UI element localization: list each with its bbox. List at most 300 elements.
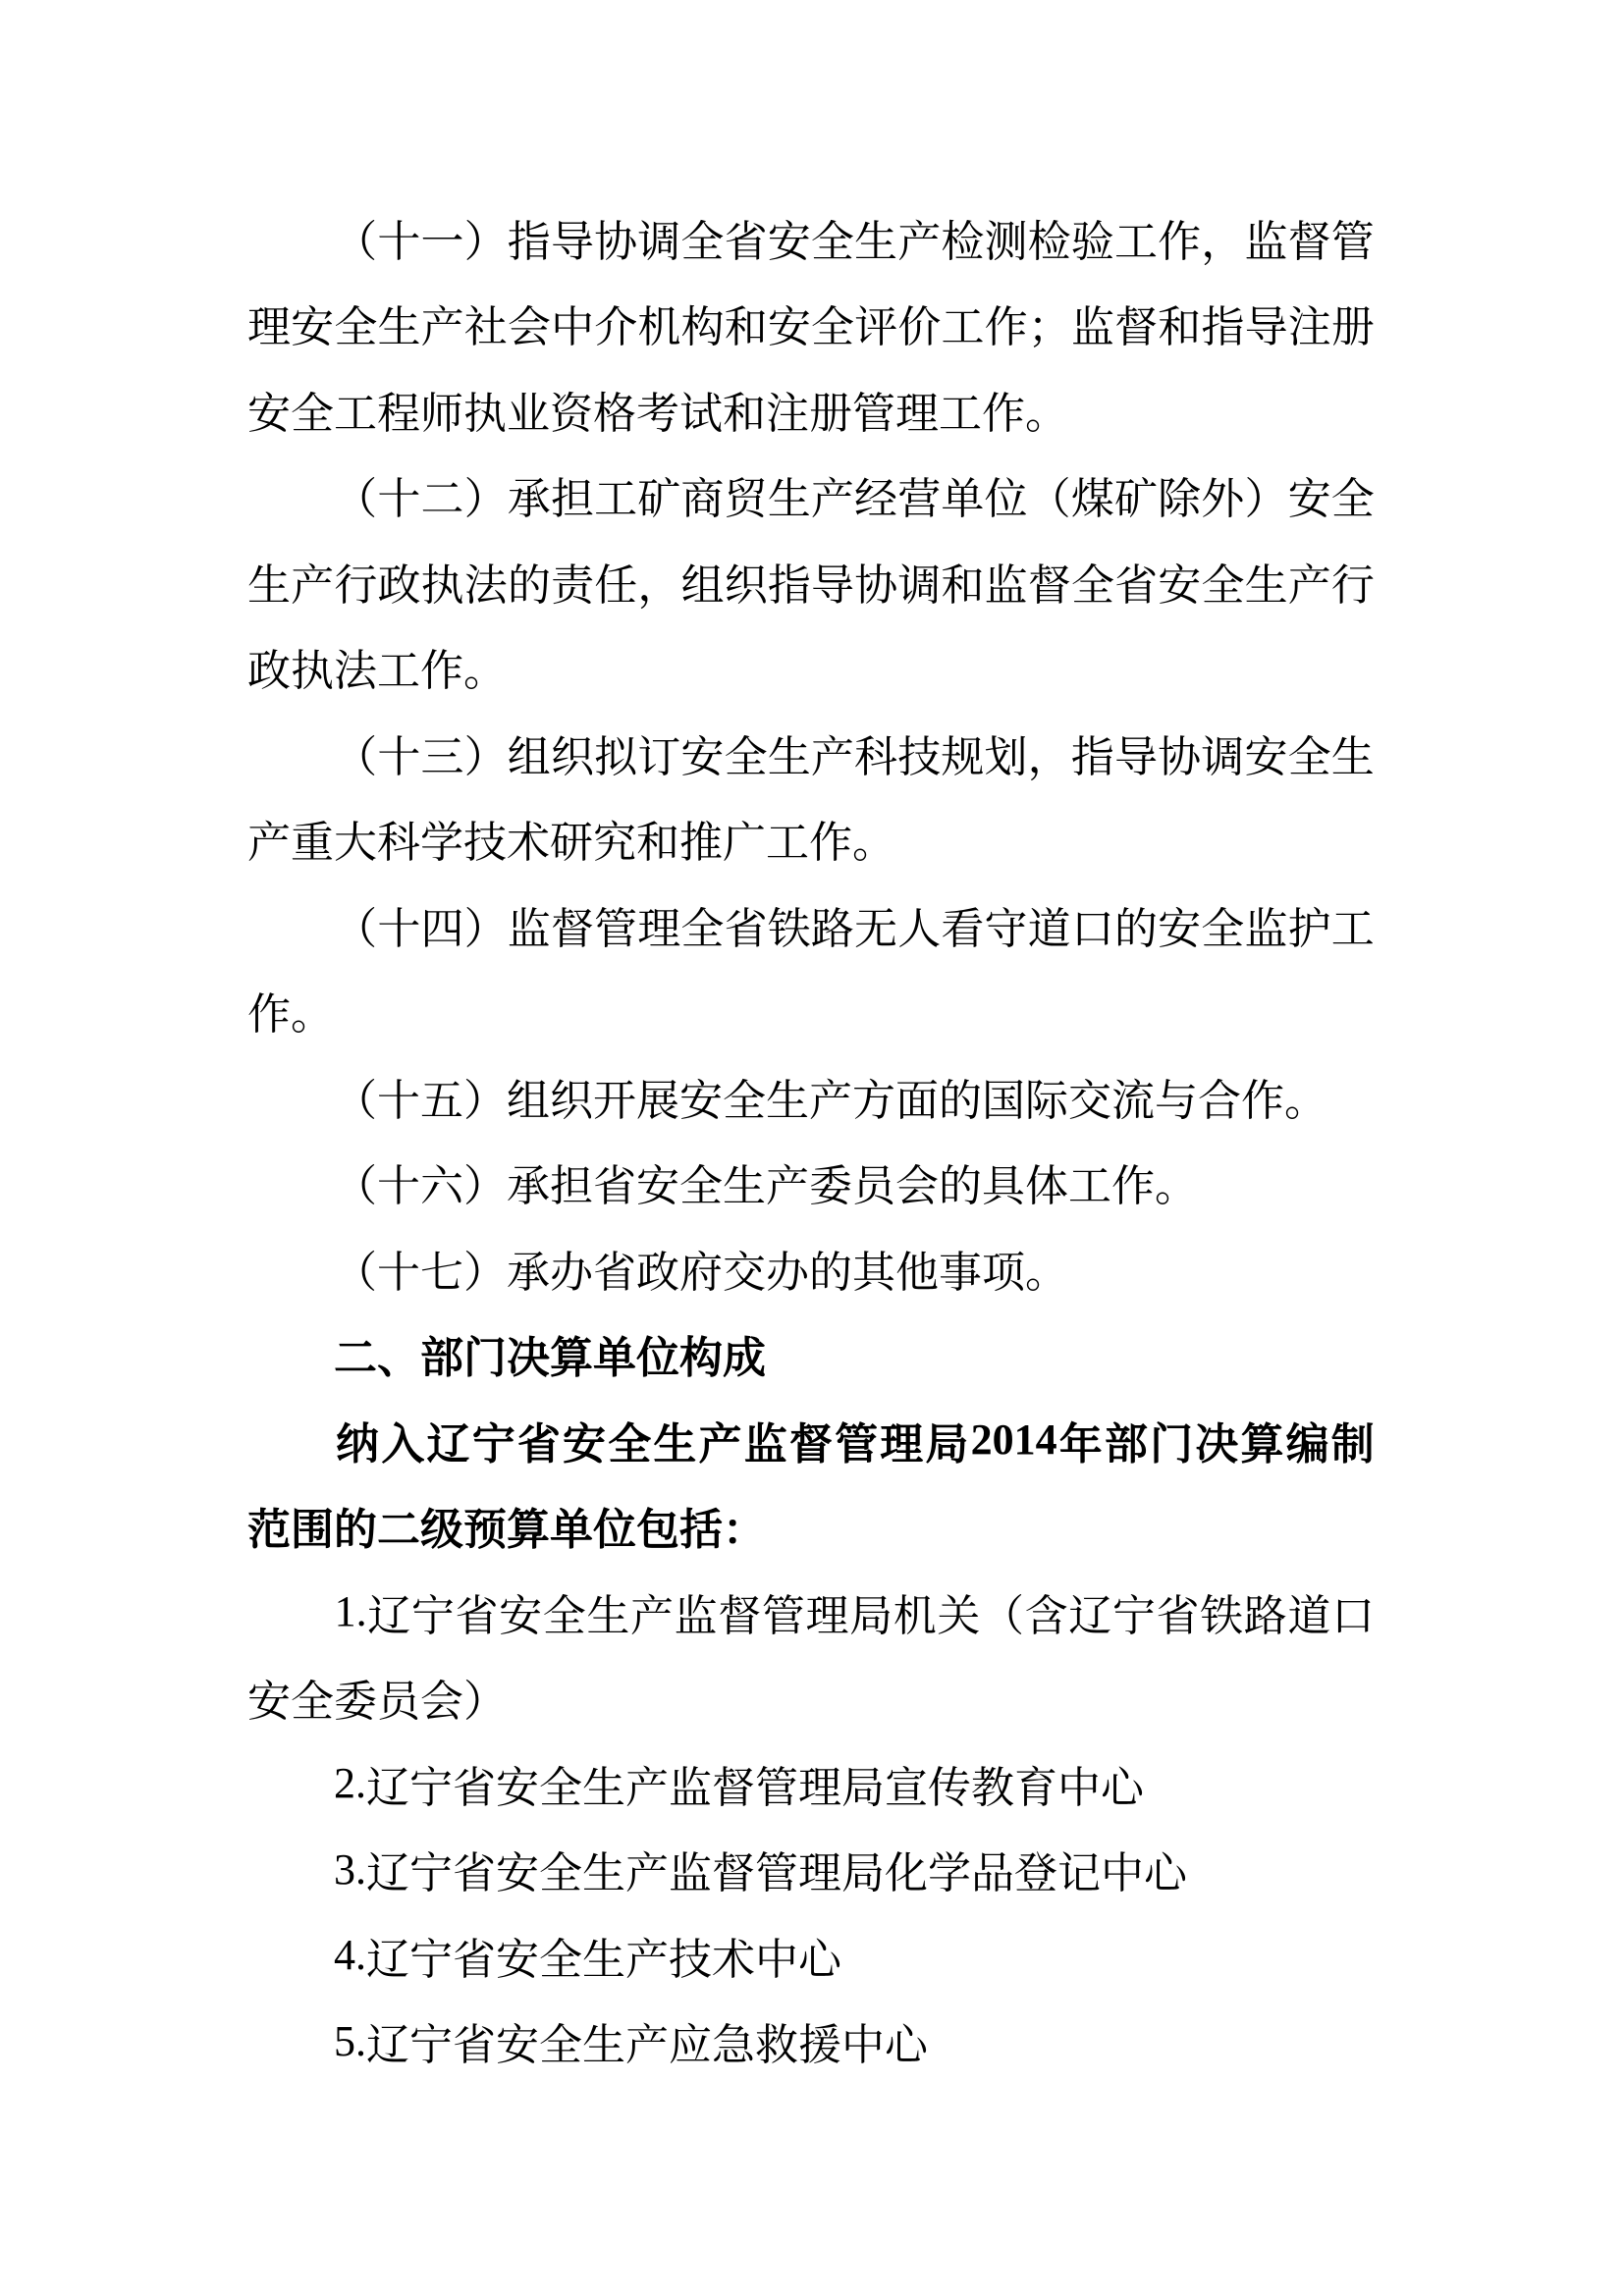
text-token: 二	[420, 475, 464, 524]
text-token: 责	[551, 561, 595, 610]
text-token: 作	[247, 990, 291, 1040]
text-token: 产	[291, 561, 335, 610]
text-token: 和	[1158, 303, 1202, 352]
text-token: 路	[810, 904, 854, 953]
text-token: 看	[941, 904, 985, 953]
text-token: 督	[712, 1849, 755, 1898]
text-token: 一	[420, 217, 464, 266]
text-token: 监	[1070, 303, 1114, 352]
text-token: 会	[895, 1162, 939, 1211]
text-token: 省	[453, 1849, 496, 1898]
text-token: 织	[724, 561, 768, 610]
text-token: 纳	[336, 1419, 380, 1468]
text-token: 生	[377, 303, 421, 352]
text-token: 协	[854, 561, 898, 610]
text-token: 十	[377, 475, 421, 524]
text-token: 无	[854, 904, 898, 953]
list-item	[247, 1655, 1375, 1741]
text-token: 员	[377, 1678, 420, 1727]
text-token: 机	[893, 1591, 937, 1640]
text-token: 大	[334, 819, 377, 868]
text-token: 口	[1331, 1591, 1375, 1640]
text-token: 辽	[1068, 1591, 1112, 1640]
text-token: 格	[593, 389, 636, 438]
text-token: 人	[897, 904, 942, 953]
text-token: 办	[766, 1248, 809, 1297]
text-token: （	[1027, 475, 1071, 524]
text-token: 事	[939, 1248, 982, 1297]
text-token: 产	[625, 1763, 669, 1812]
text-token: 位	[984, 475, 1028, 524]
text-token: ）	[463, 1076, 507, 1125]
text-token: 守	[984, 904, 1028, 953]
text-token: 全	[724, 732, 768, 781]
text-token: 作	[420, 647, 463, 696]
text-token: 二	[377, 1506, 420, 1555]
text-token: 工	[334, 389, 377, 438]
text-token: 工	[1330, 904, 1375, 953]
text-token: 心	[1101, 1763, 1144, 1812]
text-token: 全	[810, 217, 854, 266]
text-token: 十	[377, 1076, 420, 1125]
text-token: 工	[1068, 1162, 1111, 1211]
text-token: 导	[550, 217, 594, 266]
text-token: 作	[1158, 217, 1202, 266]
text-token: 理	[798, 1763, 841, 1812]
text-token: 安	[680, 732, 725, 781]
text-token: 学	[928, 1849, 971, 1898]
text-token: 法	[463, 561, 508, 610]
text-line	[247, 281, 1375, 367]
text-token: 管	[852, 389, 895, 438]
text-token: 全	[291, 1678, 334, 1727]
text-token: 安	[496, 1763, 539, 1812]
text-token: 产	[1287, 561, 1331, 610]
text-token: 生	[1244, 561, 1288, 610]
text-token: 安	[563, 1419, 607, 1468]
text-token: 重	[291, 819, 334, 868]
text-token: 教	[971, 1763, 1014, 1812]
text-token: 作	[984, 303, 1028, 352]
text-token: 行	[1330, 561, 1375, 610]
text-token: 执	[291, 647, 334, 696]
text-token: ）	[463, 475, 508, 524]
text-token: ）	[463, 1248, 507, 1297]
text-token: 理	[637, 904, 681, 953]
text-token: 生	[247, 561, 291, 610]
text-token: 宁	[409, 2021, 453, 2070]
text-token: 的	[1113, 904, 1158, 953]
text-token: 会	[507, 303, 551, 352]
text-token: 指	[1070, 732, 1114, 781]
text-token: 辽	[366, 1935, 409, 1984]
text-token: 2.	[334, 1759, 366, 1808]
text-token: 的	[939, 1162, 982, 1211]
text-token: 外	[1201, 475, 1245, 524]
text-token: 。	[1025, 389, 1068, 438]
text-token: 记	[1057, 1849, 1101, 1898]
text-token: 全	[539, 1935, 582, 1984]
text-line	[247, 710, 1375, 796]
text-token: 督	[550, 904, 594, 953]
text-token: 年	[1058, 1419, 1103, 1468]
text-token: 2014	[970, 1415, 1057, 1465]
text-token: 省	[724, 904, 768, 953]
text-token: 导	[811, 561, 855, 610]
text-token: 育	[1014, 1763, 1057, 1812]
text-token: 工	[1113, 217, 1158, 266]
text-token: 监	[1244, 217, 1288, 266]
text-token: 产	[809, 1076, 852, 1125]
text-token: 订	[637, 732, 681, 781]
text-token: 办	[550, 1248, 593, 1297]
text-token: 测	[984, 217, 1028, 266]
text-token: 划	[984, 732, 1028, 781]
text-token: 承	[507, 1248, 550, 1297]
text-token: 生	[582, 2021, 625, 2070]
text-token: （	[334, 1248, 377, 1297]
text-token: 督	[718, 1591, 762, 1640]
text-token: 3.	[334, 1844, 366, 1894]
text-token: 政	[247, 647, 291, 696]
text-token: 十	[377, 732, 421, 781]
text-token: 府	[679, 1248, 723, 1297]
text-token: 。	[463, 647, 507, 696]
text-token: 册	[809, 389, 852, 438]
text-line	[247, 624, 1375, 711]
text-token: 的	[507, 561, 551, 610]
text-line	[247, 1053, 1375, 1140]
text-token: 。	[1025, 1248, 1068, 1297]
text-token: 全	[1201, 561, 1245, 610]
text-token: ）	[463, 1678, 507, 1727]
text-token: 位	[593, 1506, 636, 1555]
text-token: 中	[755, 1935, 798, 1984]
text-token: 救	[755, 2021, 798, 2070]
text-token: 省	[593, 1162, 636, 1211]
text-token: 组	[680, 561, 725, 610]
text-token: 拟	[594, 732, 638, 781]
text-token: 产	[810, 732, 854, 781]
text-token: 决	[1195, 1419, 1239, 1468]
text-token: 规	[941, 732, 985, 781]
text-token: 援	[798, 2021, 841, 2070]
text-token: 和	[941, 561, 985, 610]
text-token: 研	[550, 819, 593, 868]
text-token: 承	[507, 475, 551, 524]
text-token: 省	[724, 217, 768, 266]
text-token: 资	[550, 389, 593, 438]
text-token: 全	[811, 303, 855, 352]
text-token: 护	[1287, 904, 1331, 953]
text-token: （	[334, 1076, 377, 1125]
text-token: 应	[669, 2021, 712, 2070]
text-token: 学	[420, 819, 463, 868]
text-token: 辽	[367, 1591, 411, 1640]
text-token: 编	[1285, 1419, 1329, 1468]
text-token: 师	[420, 389, 463, 438]
text-token: 任	[594, 561, 638, 610]
text-token: 安	[496, 1935, 539, 1984]
text-token: 品	[971, 1849, 1014, 1898]
text-token: 委	[809, 1162, 852, 1211]
text-token: 六	[420, 1162, 463, 1211]
text-token: 组	[507, 1076, 550, 1125]
text-token: 技	[669, 1935, 712, 1984]
text-token: 承	[507, 1162, 550, 1211]
text-token: 政	[636, 1248, 679, 1297]
text-token: 宣	[885, 1763, 928, 1812]
text-token: 产	[766, 1162, 809, 1211]
text-token: 四	[420, 904, 464, 953]
text-token: 理	[798, 1849, 841, 1898]
text-token: 和	[723, 389, 766, 438]
text-line	[247, 796, 1375, 882]
text-token: 全	[1287, 732, 1331, 781]
text-token: 安	[767, 217, 811, 266]
text-token: 管	[761, 1591, 805, 1640]
text-token: 。	[291, 990, 334, 1040]
text-token: 营	[897, 475, 942, 524]
text-token: 担	[550, 1162, 593, 1211]
text-token: 产	[247, 819, 291, 868]
text-token: 督	[1114, 303, 1159, 352]
text-token: 成	[723, 1334, 766, 1383]
text-token: 生	[767, 732, 811, 781]
text-token: 生	[586, 1591, 630, 1640]
text-token: 管	[755, 1849, 798, 1898]
text-token: 宁	[409, 1849, 453, 1898]
text-token: 科	[854, 732, 898, 781]
text-token: 单	[593, 1334, 636, 1383]
text-token: （	[334, 904, 378, 953]
text-token: 作	[809, 819, 852, 868]
text-token: 辽	[426, 1419, 470, 1468]
text-token: 工	[941, 303, 985, 352]
text-token: 安	[767, 303, 811, 352]
text-token: 道	[1027, 904, 1071, 953]
list-item	[247, 1912, 1375, 1999]
text-token: 册	[1330, 303, 1375, 352]
text-token: 监	[669, 1763, 712, 1812]
text-token: 省	[1114, 561, 1159, 610]
text-token: 技	[897, 732, 942, 781]
text-token: 作	[1111, 1162, 1155, 1211]
text-token: 门	[1150, 1419, 1194, 1468]
text-token: 五	[420, 1076, 463, 1125]
text-token: 局	[849, 1591, 893, 1640]
text-token: 省	[453, 1763, 496, 1812]
text-token: 导	[1113, 732, 1158, 781]
text-token: 经	[854, 475, 898, 524]
text-token: 开	[593, 1076, 636, 1125]
text-token: （	[334, 732, 378, 781]
text-token: 产	[625, 1849, 669, 1898]
text-token: 路	[1243, 1591, 1287, 1640]
text-token: 十	[377, 1162, 420, 1211]
text-token: 全	[723, 1076, 766, 1125]
text-token: 具	[982, 1162, 1025, 1211]
text-token: 产	[625, 2021, 669, 2070]
text-token: 全	[680, 904, 725, 953]
text-token: 算	[550, 1334, 593, 1383]
text-token: 管	[835, 1419, 879, 1468]
text-token: 口	[1070, 904, 1114, 953]
text-line	[247, 1397, 1375, 1483]
text-token: 理	[805, 1591, 849, 1640]
text-token: 机	[637, 303, 681, 352]
text-token: 面	[895, 1076, 939, 1125]
text-token: 业	[507, 389, 550, 438]
text-token: 织	[550, 1076, 593, 1125]
text-token: 生	[854, 217, 898, 266]
text-token: 安	[247, 389, 291, 438]
text-token: 价	[897, 303, 942, 352]
text-token: 含	[1024, 1591, 1068, 1640]
text-token: 法	[334, 647, 377, 696]
text-token: 七	[420, 1248, 463, 1297]
text-token: 构	[679, 1334, 723, 1383]
text-token: 执	[420, 561, 464, 610]
text-token: 中	[551, 303, 595, 352]
text-token: 验	[1070, 217, 1114, 266]
text-token: 安	[499, 1591, 543, 1640]
text-token: 贸	[724, 475, 768, 524]
text-token: 决	[507, 1334, 550, 1383]
text-token: 体	[1025, 1162, 1068, 1211]
text-token: 监	[507, 904, 551, 953]
text-token: 工	[594, 475, 638, 524]
text-token: 安	[247, 1678, 291, 1727]
text-token: 介	[594, 303, 638, 352]
text-token: 督	[1027, 561, 1071, 610]
text-line	[247, 538, 1375, 624]
text-token: 局	[841, 1849, 885, 1898]
text-token: 他	[895, 1248, 939, 1297]
text-token: 交	[723, 1248, 766, 1297]
text-token: 省	[453, 1935, 496, 1984]
text-token: 辽	[366, 1763, 409, 1812]
text-token: ）	[463, 217, 508, 266]
text-token: 安	[496, 1849, 539, 1898]
text-token: 作	[1241, 1076, 1284, 1125]
text-token: 生	[582, 1935, 625, 1984]
text-token: 全	[1201, 904, 1245, 953]
text-token: 全	[1070, 561, 1114, 610]
text-line	[247, 453, 1375, 539]
text-token: 生	[1330, 732, 1375, 781]
text-line	[247, 366, 1375, 453]
text-token: ）	[463, 904, 508, 953]
text-token: 考	[636, 389, 679, 438]
text-token: （	[334, 475, 378, 524]
text-token: 的	[939, 1076, 982, 1125]
text-token: 全	[291, 389, 334, 438]
text-token: 生	[766, 1076, 809, 1125]
text-token: 辽	[366, 2021, 409, 2070]
text-token: 际	[1025, 1076, 1068, 1125]
text-token: 和	[636, 819, 679, 868]
text-token: 安	[496, 2021, 539, 2070]
text-token: 1.	[334, 1587, 367, 1636]
text-token: 员	[852, 1162, 895, 1211]
text-token: 理	[247, 303, 291, 352]
list-item	[247, 1740, 1375, 1827]
text-token: 社	[463, 303, 508, 352]
text-token: 政	[377, 561, 421, 610]
text-token: 心	[1144, 1849, 1187, 1898]
text-token: 调	[637, 217, 681, 266]
text-token: 矿	[1113, 475, 1158, 524]
text-token: 单	[550, 1506, 593, 1555]
text-token: 全	[608, 1419, 652, 1468]
text-token: 国	[982, 1076, 1025, 1125]
text-token: 包	[636, 1506, 679, 1555]
text-token: 宁	[409, 1935, 453, 1984]
text-token: 铁	[767, 904, 811, 953]
text-token: 管	[1330, 217, 1375, 266]
text-token: 会	[420, 1678, 463, 1727]
text-token: 登	[1014, 1849, 1057, 1898]
text-token: 展	[636, 1076, 679, 1125]
text-token: 生	[723, 1162, 766, 1211]
text-token: 全	[679, 1162, 723, 1211]
text-token: 督	[1287, 217, 1331, 266]
text-token: 全	[542, 1591, 586, 1640]
text-token: 部	[1104, 1419, 1148, 1468]
text-token: 宁	[1111, 1591, 1156, 1640]
text-token: 试	[679, 389, 723, 438]
text-token: 推	[679, 819, 723, 868]
text-token: （	[334, 1162, 377, 1211]
text-token: 协	[594, 217, 638, 266]
text-token: 十	[377, 1248, 420, 1297]
list-item	[247, 1827, 1375, 1913]
text-token: 除	[1158, 475, 1202, 524]
text-token: 单	[941, 475, 985, 524]
text-token: 监	[984, 561, 1028, 610]
text-token: 生	[582, 1763, 625, 1812]
text-token: 煤	[1070, 475, 1114, 524]
text-token: 门	[463, 1334, 507, 1383]
text-token: ，	[1201, 217, 1245, 266]
text-token: 组	[507, 732, 551, 781]
text-line	[247, 881, 1375, 968]
text-token: 评	[854, 303, 898, 352]
text-token: 作	[982, 389, 1025, 438]
text-token: 急	[712, 2021, 755, 2070]
text-token: 4.	[334, 1931, 366, 1980]
text-token: 技	[463, 819, 507, 868]
text-token: 。	[1284, 1076, 1327, 1125]
text-token: 全	[1330, 475, 1375, 524]
text-line	[247, 1140, 1375, 1226]
text-token: 调	[1201, 732, 1245, 781]
text-token: 全	[539, 1849, 582, 1898]
text-token: 工	[939, 389, 982, 438]
text-token: 管	[755, 1763, 798, 1812]
text-token: 十	[377, 904, 421, 953]
text-token: 执	[463, 389, 507, 438]
text-token: 工	[377, 647, 420, 696]
text-line	[247, 968, 1375, 1054]
text-token: （	[334, 217, 378, 266]
text-token: 委	[334, 1678, 377, 1727]
text-token: 程	[377, 389, 420, 438]
text-token: 生	[767, 475, 811, 524]
text-token: 注	[1287, 303, 1331, 352]
text-token: 安	[1287, 475, 1331, 524]
